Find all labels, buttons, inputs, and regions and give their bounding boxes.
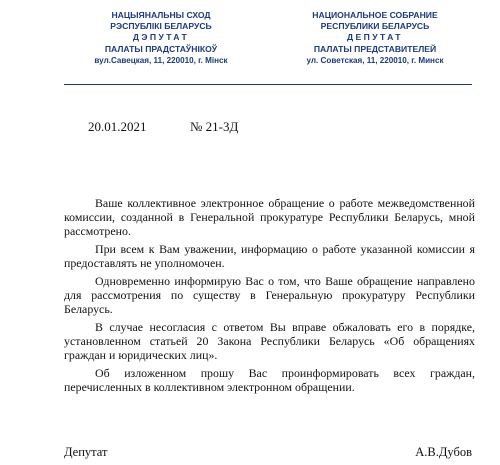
registration-line (88, 119, 239, 134)
body-paragraph: В случае несогласия с ответом Вы вправе обжаловать его в порядке, установленном статьей 20 Закона Республики Беларусь «Об обращениях граждан и юридических лиц». (64, 320, 475, 362)
lh-address: вул.Савецкая, 11, 220010, г. Мінск (94, 55, 228, 65)
letterhead-belarusian (64, 10, 258, 66)
signer-position: Депутат (64, 445, 108, 459)
letterhead-russian (278, 10, 472, 66)
document-date: 20.01.2021 (88, 119, 147, 134)
letter-body (64, 196, 475, 398)
lh-chamber-name: ПАЛАТЫ ПРЕДСТАВИТЕЛЕЙ (313, 43, 437, 54)
signature-block (64, 445, 472, 460)
body-paragraph: При всем к Вам уважении, информацию о работе указанной комиссии я предоставлять не уполномочен. (64, 242, 475, 270)
body-paragraph: Одновременно информирую Вас о том, что Ваше обращение направлено для рассмотрения по существу в Генеральную прокуратуру Республики Беларусь. (64, 274, 475, 316)
letterhead (64, 10, 472, 66)
lh-chamber-name: ПАЛАТЫ ПРАДСТАЎНІКОЎ (104, 43, 218, 54)
body-paragraph: Об изложенном прошу Вас проинформировать всех граждан, перечисленных в коллективном электронном обращении. (64, 366, 475, 394)
signer-name: А.В.Дубов (415, 445, 472, 459)
lh-deputy-title: ДЭПУТАТ (132, 32, 190, 43)
document-number: № 21-3Д (190, 119, 239, 134)
body-paragraph: Ваше коллективное электронное обращение о работе межведомственной комиссии, созданной в Генеральной прокуратуре Республики Беларусь, мной рассмотрено. (64, 196, 475, 238)
lh-republic-name: РЭСПУБЛІКІ БЕЛАРУСЬ (110, 21, 212, 32)
letterhead-divider (64, 84, 472, 85)
lh-assembly-name: НАЦИОНАЛЬНОЕ СОБРАНИЕ (312, 10, 438, 20)
lh-republic-name: РЕСПУБЛИКИ БЕЛАРУСЬ (320, 21, 430, 32)
lh-assembly-name: НАЦЫЯНАЛЬНЫ СХОД (111, 10, 211, 20)
lh-address: ул. Советская, 11, 220010, г. Минск (306, 55, 444, 65)
lh-deputy-title: ДЕПУТАТ (347, 32, 403, 43)
